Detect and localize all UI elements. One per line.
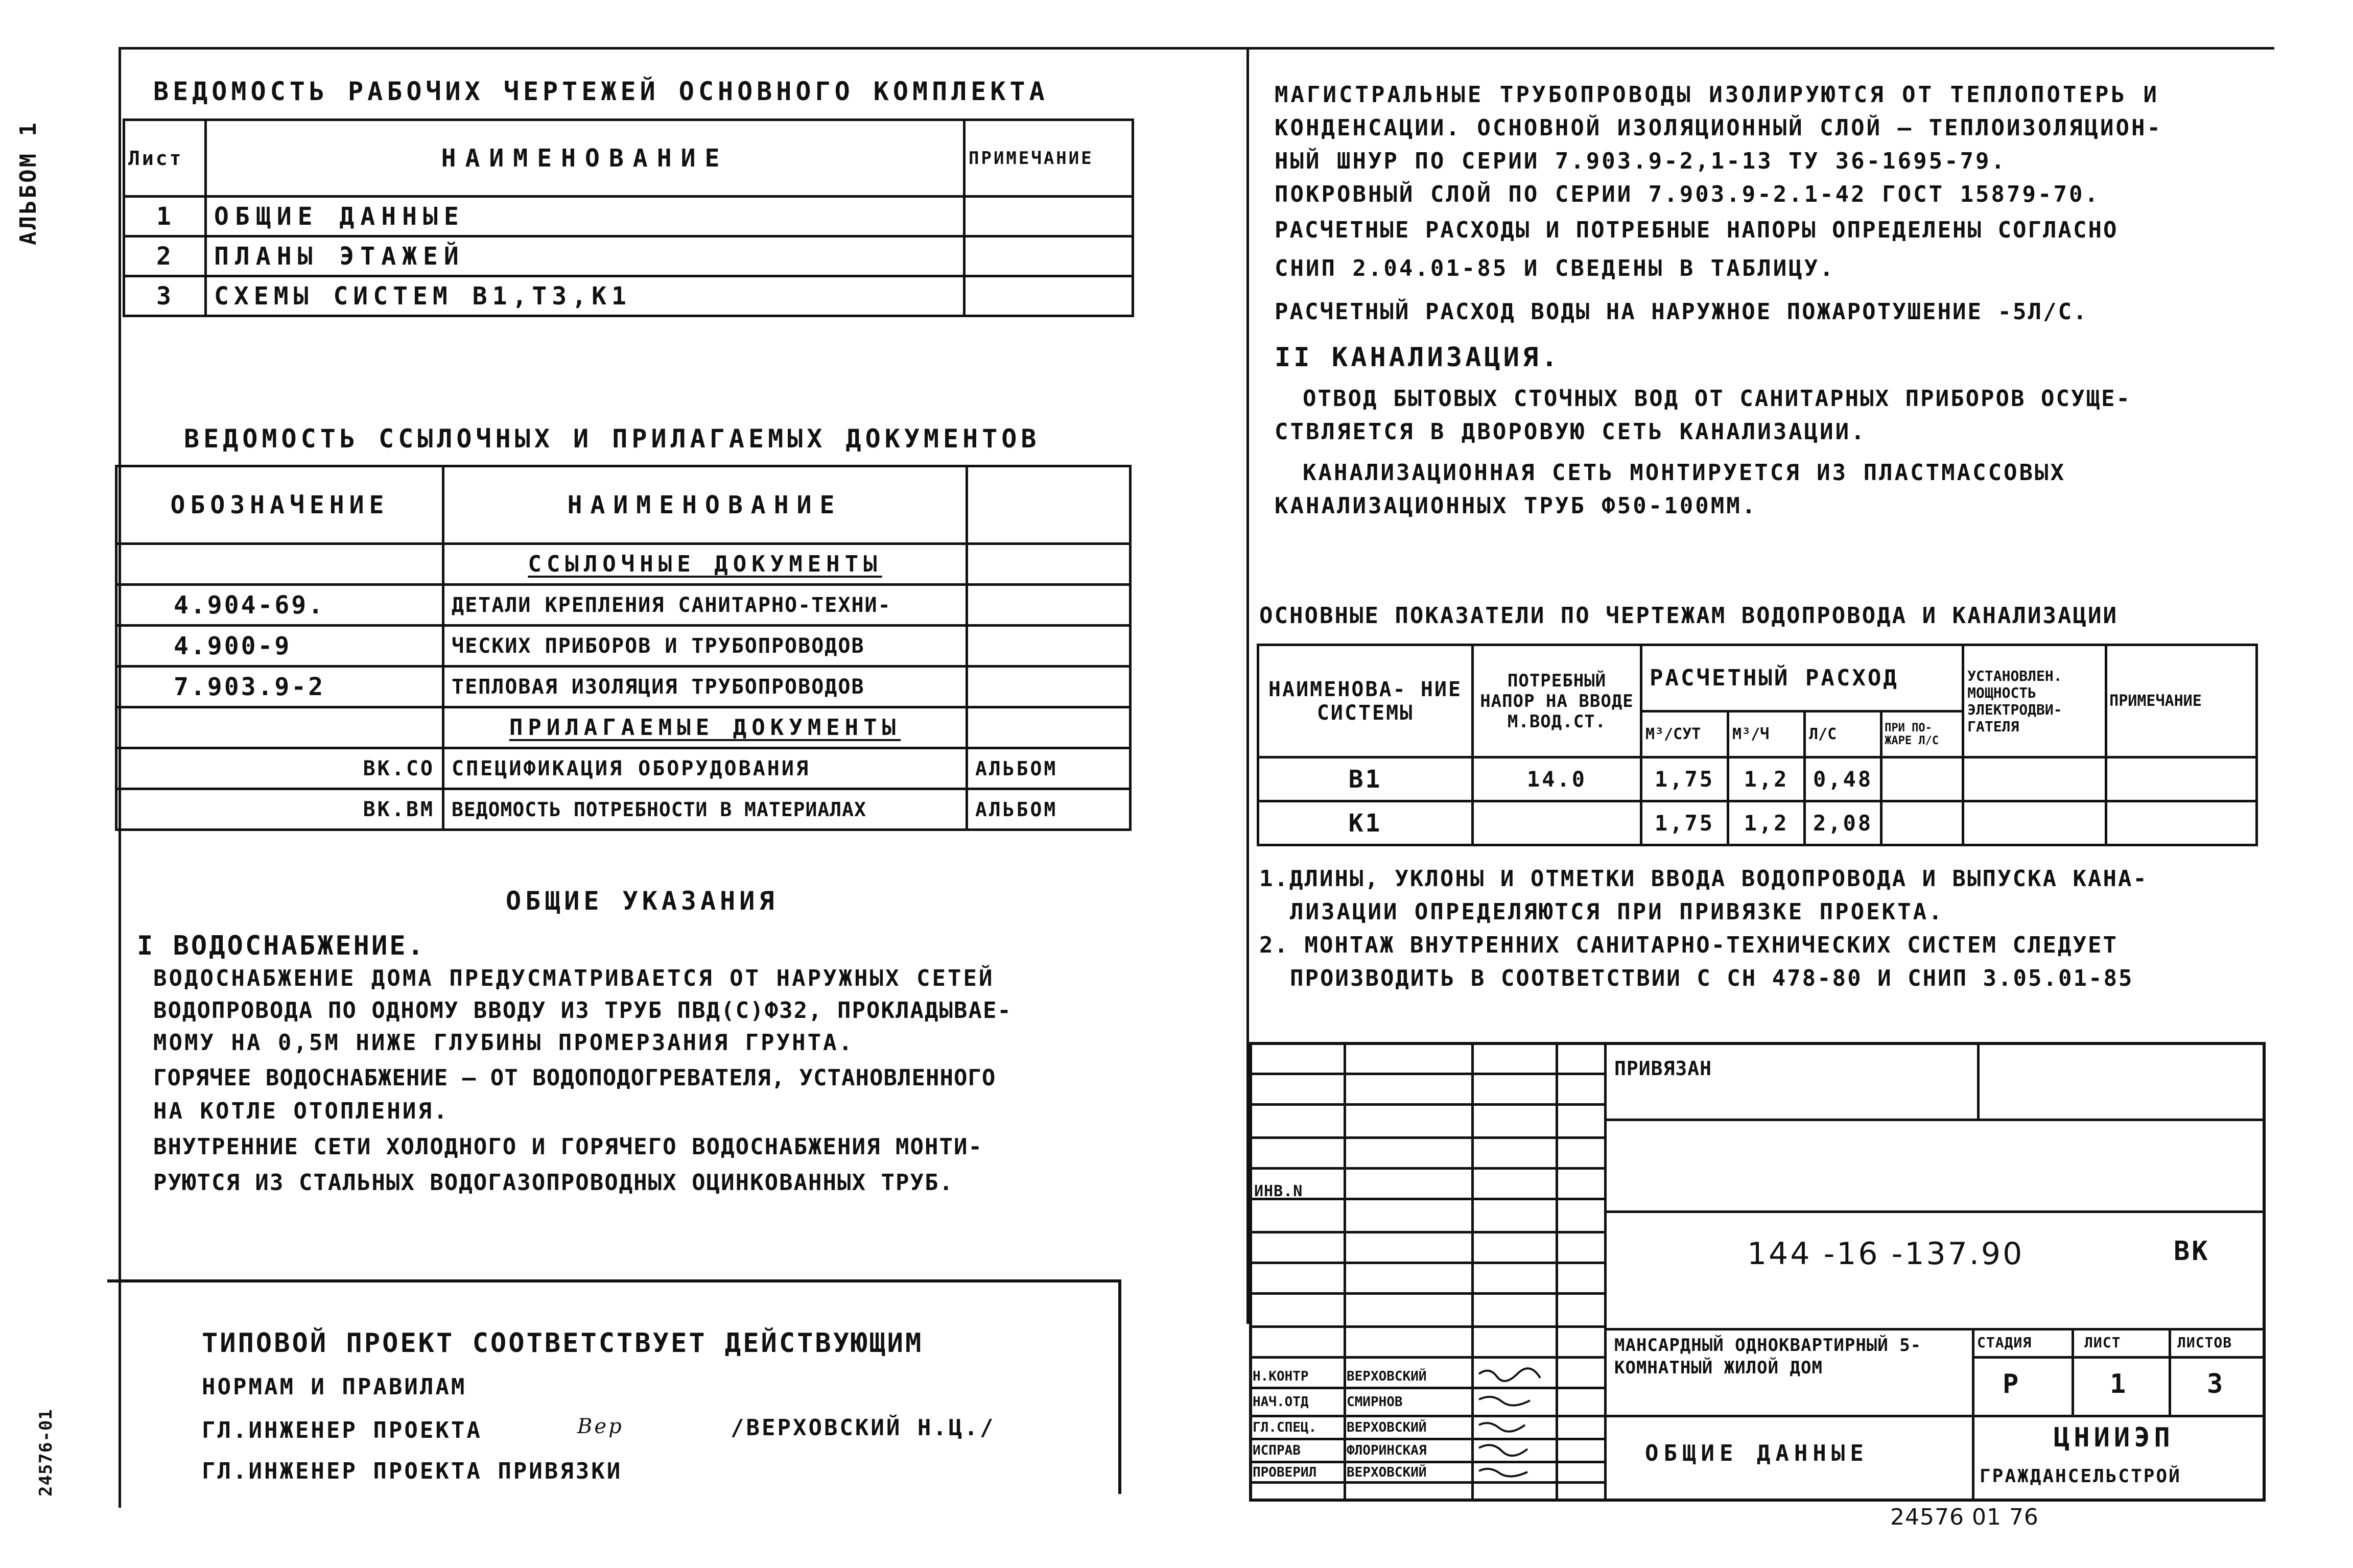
- reference-docs-table: [115, 465, 1132, 831]
- rt-line: МАГИСТРАЛЬНЫЕ ТРУБОПРОВОДЫ ИЗОЛИРУЮТСЯ ОТ ТЕПЛОПОТЕРЬ И: [1275, 82, 2159, 108]
- ind-row-fire: [1881, 757, 1963, 801]
- ind-header-note: ПРИМЕЧАНИЕ: [2106, 645, 2257, 757]
- tb-grid-line: [1977, 1042, 1980, 1119]
- tb-grid-line: [1249, 1356, 1604, 1359]
- tb-grid-line: [1249, 1136, 1604, 1139]
- indicators-title: ОСНОВНЫЕ ПОКАЗАТЕЛИ ПО ЧЕРТЕЖАМ ВОДОПРОВОДА И КАНАЛИЗАЦИИ: [1259, 603, 2118, 629]
- wd-row-name: СХЕМЫ СИСТЕМ В1,Т3,К1: [206, 276, 964, 316]
- ref-section-blank: [116, 544, 443, 585]
- tb-grid-line: [2072, 1328, 2074, 1415]
- tb-role-name: ФЛОРИНСКАЯ: [1347, 1443, 1427, 1458]
- tb-org-line2: ГРАЖДАНСЕЛЬСТРОЙ: [1980, 1466, 2181, 1487]
- ref-section-blank: [967, 544, 1131, 585]
- ref-section-attached: ПРИЛАГАЕМЫЕ ДОКУМЕНТЫ: [443, 707, 967, 748]
- working-drawings-table: [123, 118, 1134, 317]
- ind-row-note: [2106, 801, 2257, 845]
- ind-row-power: [1963, 757, 2106, 801]
- gi-line: ВОДОСНАБЖЕНИЕ ДОМА ПРЕДУСМАТРИВАЕТСЯ ОТ НАРУЖНЫХ СЕТЕЙ: [153, 965, 995, 991]
- tb-stage-label: СТАДИЯ: [1977, 1334, 2032, 1351]
- rt-line: НЫЙ ШНУР ПО СЕРИИ 7.903.9-2,1-13 ТУ 36-1695-79.: [1275, 148, 2007, 174]
- wd-row-name: ПЛАНЫ ЭТАЖЕЙ: [206, 236, 964, 276]
- signature-scribbles: [1474, 1364, 1550, 1499]
- ref-row-note: АЛЬБОМ: [967, 789, 1131, 830]
- note-line: 1.ДЛИНЫ, УКЛОНЫ И ОТМЕТКИ ВВОДА ВОДОПРОВОДА И ВЫПУСКА КАНА-: [1259, 866, 2148, 892]
- tb-grid-line: [1249, 1292, 1604, 1295]
- tb-grid-line: [1604, 1042, 1607, 1502]
- tb-role-name: ВЕРХОВСКИЙ: [1347, 1465, 1427, 1480]
- wd-header-note: ПРИМЕЧАНИЕ: [964, 120, 1133, 197]
- rt-line: СНИП 2.04.01-85 И СВЕДЕНЫ В ТАБЛИЦУ.: [1275, 255, 1836, 281]
- left-margin-number: 24576-01: [36, 1409, 56, 1496]
- ref-row-name: ВЕДОМОСТЬ ПОТРЕБНОСТИ В МАТЕРИАЛАХ: [443, 789, 967, 830]
- tb-grid-line: [1249, 1167, 1604, 1170]
- ind-header-system: НАИМЕНОВА- НИЕ СИСТЕМЫ: [1258, 645, 1473, 757]
- wd-header-name: НАИМЕНОВАНИЕ: [206, 120, 964, 197]
- ref-row-name: ТЕПЛОВАЯ ИЗОЛЯЦИЯ ТРУБОПРОВОДОВ: [443, 667, 967, 707]
- rt-line: РАСЧЕТНЫЕ РАСХОДЫ И ПОТРЕБНЫЕ НАПОРЫ ОПРЕДЕЛЕНЫ СОГЛАСНО: [1275, 217, 2119, 243]
- tb-grid-line: [1249, 1231, 1604, 1233]
- tb-role-name: ВЕРХОВСКИЙ: [1347, 1369, 1427, 1384]
- tb-role: НАЧ.ОТД: [1253, 1394, 1309, 1410]
- gi-line: НА КОТЛЕ ОТОПЛЕНИЯ.: [153, 1098, 450, 1124]
- ind-row-ls: 0,48: [1805, 757, 1881, 801]
- tb-object: МАНСАРДНЫЙ ОДНОКВАРТИРНЫЙ 5-КОМНАТНЫЙ ЖИЛОЙ ДОМ: [1614, 1335, 1922, 1378]
- tb-role: ГЛ.СПЕЦ.: [1253, 1420, 1317, 1435]
- ind-header-flow: РАСЧЕТНЫЙ РАСХОД: [1641, 645, 1963, 711]
- gi-line: ВНУТРЕННИЕ СЕТИ ХОЛОДНОГО И ГОРЯЧЕГО ВОДОСНАБЖЕНИЯ МОНТИ-: [153, 1134, 983, 1160]
- gi-line: ГОРЯЧЕЕ ВОДОСНАБЖЕНИЕ – ОТ ВОДОПОДОГРЕВАТЕЛЯ, УСТАНОВЛЕННОГО: [153, 1065, 996, 1091]
- tb-grid-line: [1972, 1328, 1974, 1502]
- tb-grid-line: [2169, 1328, 2171, 1415]
- ref-section-blank: [967, 707, 1131, 748]
- tb-grid-line: [1249, 1387, 1604, 1389]
- rt-line2: СТВЛЯЕТСЯ В ДВОРОВУЮ СЕТЬ КАНАЛИЗАЦИИ.: [1275, 419, 1867, 445]
- ind-unit-m3h: М³/Ч: [1728, 711, 1805, 757]
- approval-line2: НОРМАМ И ПРАВИЛАМ: [202, 1374, 467, 1400]
- rt-line: ПОКРОВНЫЙ СЛОЙ ПО СЕРИИ 7.903.9-2.1-42 ГОСТ 15879-70.: [1275, 181, 2100, 207]
- ind-header-power: УСТАНОВЛЕН. МОЩНОСТЬ ЭЛЕКТРОДВИ- ГАТЕЛЯ: [1963, 645, 2106, 757]
- tb-grid-line: [1249, 1461, 1604, 1463]
- chief-engineer-signature: Вер: [577, 1415, 624, 1438]
- binding-engineer-label: ГЛ.ИНЖЕНЕР ПРОЕКТА ПРИВЯЗКИ: [202, 1458, 623, 1484]
- note-line: ЛИЗАЦИИ ОПРЕДЕЛЯЮТСЯ ПРИ ПРИВЯЗКЕ ПРОЕКТА.: [1290, 899, 1944, 925]
- ref-row-name: СПЕЦИФИКАЦИЯ ОБОРУДОВАНИЯ: [443, 748, 967, 789]
- ref-header-note: [967, 466, 1131, 544]
- gi-line: РУЮТСЯ ИЗ СТАЛЬНЫХ ВОДОГАЗОПРОВОДНЫХ ОЦИНКОВАННЫХ ТРУБ.: [153, 1170, 954, 1196]
- rt-line2: ОТВОД БЫТОВЫХ СТОЧНЫХ ВОД ОТ САНИТАРНЫХ ПРИБОРОВ ОСУЩЕ-: [1303, 386, 2131, 412]
- ref-row-code: 4.904-69.: [116, 585, 443, 626]
- tb-grid-line: [1249, 1438, 1604, 1440]
- ref-row-note: [967, 667, 1131, 707]
- chief-engineer-label: ГЛ.ИНЖЕНЕР ПРОЕКТА: [202, 1417, 482, 1443]
- tb-role-name: ВЕРХОВСКИЙ: [1347, 1420, 1427, 1435]
- wd-row-sheet: 1: [124, 197, 206, 236]
- bottom-archive-number: 24576 01 76: [1890, 1504, 2039, 1530]
- gi-line: МОМУ НА 0,5М НИЖЕ ГЛУБИНЫ ПРОМЕРЗАНИЯ ГРУНТА.: [153, 1030, 855, 1056]
- tb-sheets-label: ЛИСТОВ: [2177, 1334, 2232, 1351]
- tb-grid-line: [1249, 1073, 1604, 1075]
- working-drawings-title: ВЕДОМОСТЬ РАБОЧИХ ЧЕРТЕЖЕЙ ОСНОВНОГО КОМПЛЕКТА: [153, 77, 1049, 106]
- tb-grid-line: [1249, 1481, 1604, 1484]
- ind-unit-m3day: М³/СУТ: [1641, 711, 1728, 757]
- tb-grid-line: [1972, 1356, 2266, 1359]
- wd-row-note: [964, 236, 1133, 276]
- tb-stage-value: Р: [2003, 1369, 2021, 1399]
- album-margin-note: АЛЬБОМ 1: [15, 121, 41, 245]
- ref-row-note: АЛЬБОМ: [967, 748, 1131, 789]
- wd-row-note: [964, 276, 1133, 316]
- tb-grid-line: [1344, 1042, 1346, 1502]
- wd-row-sheet: 2: [124, 236, 206, 276]
- ref-row-code: 4.900-9: [116, 626, 443, 667]
- frame-top-line: [119, 47, 2274, 50]
- water-supply-heading: I ВОДОСНАБЖЕНИЕ.: [137, 931, 426, 961]
- general-instructions-title: ОБЩИЕ УКАЗАНИЯ: [506, 886, 779, 916]
- wd-header-sheet: Лист: [124, 120, 206, 197]
- gi-line: ВОДОПРОВОДА ПО ОДНОМУ ВВОДУ ИЗ ТРУБ ПВД(С)Ф32, ПРОКЛАДЫВАЕ-: [153, 997, 1012, 1024]
- ref-header-code: ОБОЗНАЧЕНИЕ: [116, 466, 443, 544]
- ind-row-ls: 2,08: [1805, 801, 1881, 845]
- ref-header-name: НАИМЕНОВАНИЕ: [443, 466, 967, 544]
- tb-doc-code: 144 -16 -137.90: [1747, 1236, 2025, 1272]
- reference-docs-title: ВЕДОМОСТЬ ССЫЛОЧНЫХ И ПРИЛАГАЕМЫХ ДОКУМЕНТОВ: [184, 424, 1041, 454]
- rt-line2: КАНАЛИЗАЦИОННАЯ СЕТЬ МОНТИРУЕТСЯ ИЗ ПЛАСТМАССОВЫХ: [1303, 460, 2066, 486]
- ref-row-note: [967, 585, 1131, 626]
- approval-line1: ТИПОВОЙ ПРОЕКТ СООТВЕТСТВУЕТ ДЕЙСТВУЮЩИМ: [202, 1328, 924, 1359]
- indicators-table: [1257, 644, 2258, 846]
- ind-unit-fire: ПРИ ПО- ЖАРЕ Л/С: [1881, 711, 1963, 757]
- rt-line: РАСЧЕТНЫЙ РАСХОД ВОДЫ НА НАРУЖНОЕ ПОЖАРОТУШЕНИЕ -5Л/С.: [1275, 299, 2088, 325]
- ref-row-name: ЧЕСКИХ ПРИБОРОВ И ТРУБОПРОВОДОВ: [443, 626, 967, 667]
- tb-role: Н.КОНТР: [1253, 1369, 1309, 1384]
- ind-row-note: [2106, 757, 2257, 801]
- ind-row-hour: 1,2: [1728, 801, 1805, 845]
- ref-row-code: 7.903.9-2: [116, 667, 443, 707]
- rt-line: КОНДЕНСАЦИИ. ОСНОВНОЙ ИЗОЛЯЦИОННЫЙ СЛОЙ – ТЕПЛОИЗОЛЯЦИОН-: [1275, 115, 2162, 141]
- tb-grid-line: [1556, 1042, 1558, 1502]
- ref-row-code: ВК.СО: [116, 748, 443, 789]
- tb-mark: ВК: [2174, 1236, 2210, 1267]
- rt-line2: КАНАЛИЗАЦИОННЫХ ТРУБ Ф50-100ММ.: [1275, 493, 1758, 519]
- tb-role: ПРОВЕРИЛ: [1253, 1465, 1317, 1480]
- tb-grid-line: [1249, 1325, 1604, 1328]
- ind-row-system: К1: [1258, 801, 1473, 845]
- note-line: 2. МОНТАЖ ВНУТРЕННИХ САНИТАРНО-ТЕХНИЧЕСКИХ СИСТЕМ СЛЕДУЕТ: [1259, 932, 2118, 958]
- tb-grid-line: [1249, 1415, 2266, 1417]
- tb-org-line1: ЦНИИЭП: [2054, 1422, 2174, 1453]
- tb-privyazan-label: ПРИВЯЗАН: [1614, 1057, 1712, 1080]
- tb-grid-line: [1604, 1119, 2266, 1121]
- tb-sheet-title: ОБЩИЕ ДАННЫЕ: [1645, 1440, 1869, 1466]
- tb-grid-line: [1604, 1328, 2266, 1331]
- ref-row-code: ВК.ВМ: [116, 789, 443, 830]
- chief-engineer-name: /ВЕРХОВСКИЙ Н.Ц./: [731, 1415, 996, 1441]
- tb-sheet-value: 1: [2110, 1369, 2128, 1399]
- ind-row-day: 1,75: [1641, 757, 1728, 801]
- sewerage-heading: II КАНАЛИЗАЦИЯ.: [1275, 342, 1561, 373]
- tb-grid-line: [1249, 1262, 1604, 1264]
- ind-row-day: 1,75: [1641, 801, 1728, 845]
- tb-grid-line: [1604, 1210, 2266, 1213]
- wd-row-name: ОБЩИЕ ДАННЫЕ: [206, 197, 964, 236]
- note-line: ПРОИЗВОДИТЬ В СООТВЕТСТВИИ С СН 478-80 И СНИП 3.05.01-85: [1290, 965, 2134, 991]
- tb-inv-label: ИНВ.N: [1254, 1182, 1303, 1200]
- tb-role-name: СМИРНОВ: [1347, 1394, 1403, 1410]
- ref-row-note: [967, 626, 1131, 667]
- wd-row-note: [964, 197, 1133, 236]
- ref-section-blank: [116, 707, 443, 748]
- tb-sheet-label: ЛИСТ: [2084, 1334, 2121, 1351]
- wd-row-sheet: 3: [124, 276, 206, 316]
- tb-role: ИСПРАВ: [1253, 1443, 1301, 1458]
- ref-row-name: ДЕТАЛИ КРЕПЛЕНИЯ САНИТАРНО-ТЕХНИ-: [443, 585, 967, 626]
- tb-sheets-value: 3: [2207, 1369, 2225, 1399]
- ind-row-head: [1473, 801, 1641, 845]
- ind-row-head: 14.0: [1473, 757, 1641, 801]
- ind-row-power: [1963, 801, 2106, 845]
- ind-row-fire: [1881, 801, 1963, 845]
- ref-section-referenced: ССЫЛОЧНЫЕ ДОКУМЕНТЫ: [443, 544, 967, 585]
- tb-grid-line: [1249, 1103, 1604, 1106]
- ind-row-hour: 1,2: [1728, 757, 1805, 801]
- ind-unit-ls: Л/С: [1805, 711, 1881, 757]
- ind-row-system: В1: [1258, 757, 1473, 801]
- ind-header-head: ПОТРЕБНЫЙ НАПОР НА ВВОДЕ М.ВОД.СТ.: [1473, 645, 1641, 757]
